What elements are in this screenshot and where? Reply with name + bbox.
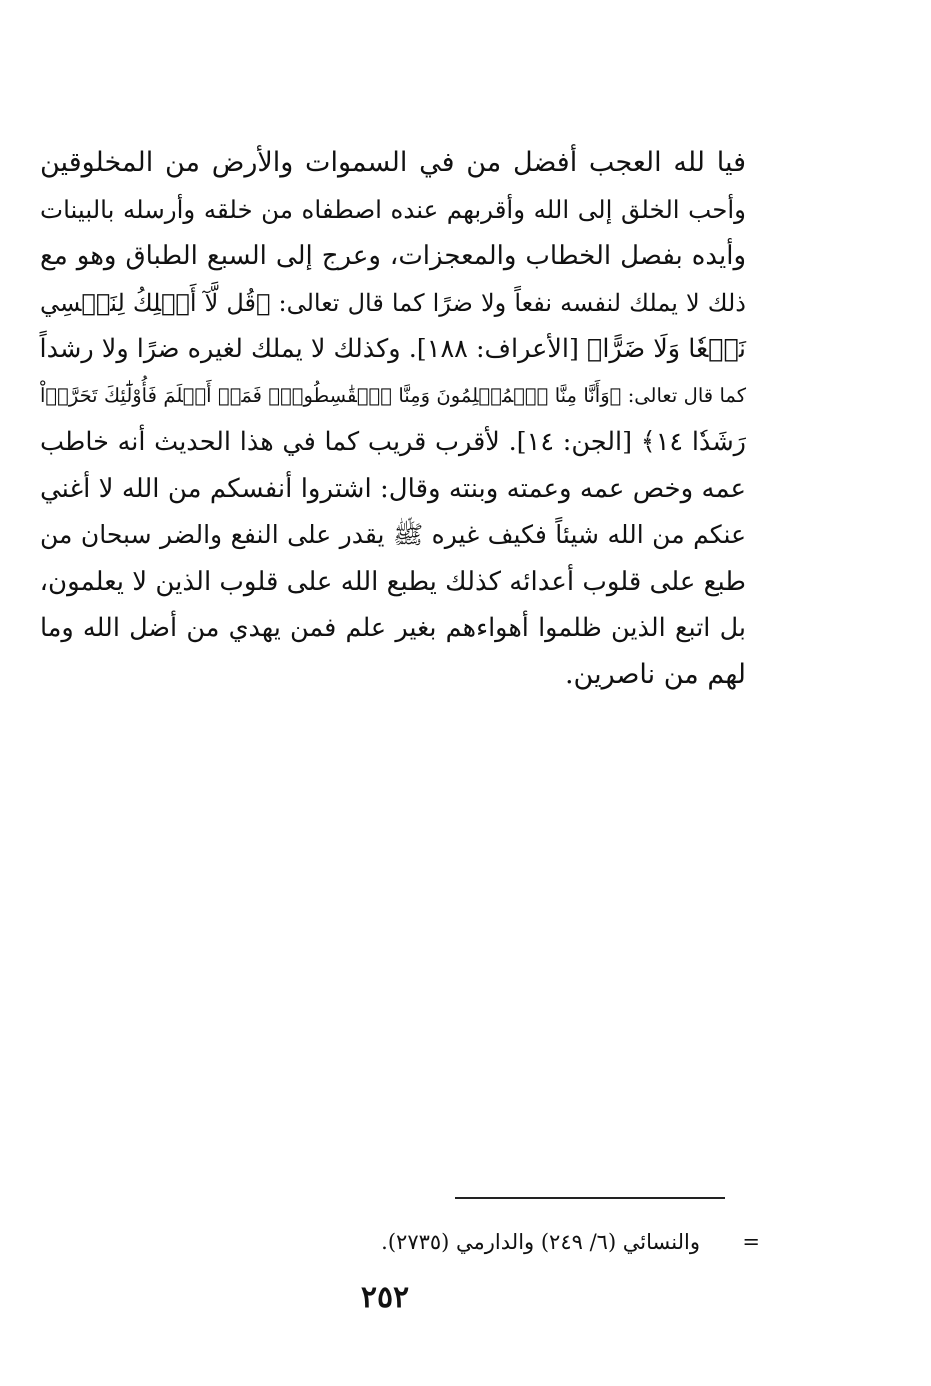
text-line: لهم من ناصرين.: [564, 658, 746, 690]
page-number: ٢٥٢: [360, 1280, 410, 1315]
text-line: ذلك لا يملك لنفسه نفعاً ولا ضرًا كما قال تعالى: ﴿قُل لَّآ أَمۡلِكُ لِنَفۡسِي: [40, 288, 746, 317]
main-text: [40, 140, 746, 698]
text-line: رَشَدٗا ١٤﴾ [الجن: ١٤]. لأقرب قريب كما في هذا الحديث أنه خاطب: [40, 427, 747, 457]
text-line: وأيده بفصل الخطاب والمعجزات، وعرج إلى السبع الطباق وهو مع: [40, 241, 747, 271]
text-line: بل اتبع الذين ظلموا أهواءهم بغير علم فمن يهدي من أضل الله وما: [40, 613, 746, 643]
text-line: كما قال تعالى: ﴿وَأَنَّا مِنَّا ٱلۡمُسۡلِمُونَ وَمِنَّا ٱلۡقَٰسِطُونَۖ فَمَنۡ أَسۡلَمَ فَأُوْلَٰٓئِكَ تَحَرَّوۡاْ: [40, 383, 746, 407]
text-line: وأحب الخلق إلى الله وأقربهم عنده اصطفاه من خلقه وأرسله بالبينات: [40, 194, 746, 224]
footnote: [300, 1222, 760, 1262]
footnote-divider: [455, 1197, 725, 1199]
text-line: فيا لله العجب أفضل من في السموات والأرض من المخلوقين: [40, 147, 746, 178]
text-line: عمه وخص عمه وعمته وبنته وقال: اشتروا أنفسكم من الله لا أغني: [40, 473, 746, 504]
text-line: نَفۡعٗا وَلَا ضَرًّا﴾ [الأعراف: ١٨٨]. وكذلك لا يملك لغيره ضرًا ولا رشداً: [39, 334, 746, 364]
footnote-continuation-marker: =: [742, 1230, 760, 1254]
footnote-text: والنسائي (٦/ ٢٤٩) والدارمي (٢٧٣٥).: [381, 1230, 700, 1254]
text-line: عنكم من الله شيئاً فكيف غيره ﷺ يقدر على النفع والضر سبحان من: [40, 520, 746, 549]
text-line: طبع على قلوب أعدائه كذلك يطبع الله على قلوب الذين لا يعلمون،: [39, 566, 746, 597]
